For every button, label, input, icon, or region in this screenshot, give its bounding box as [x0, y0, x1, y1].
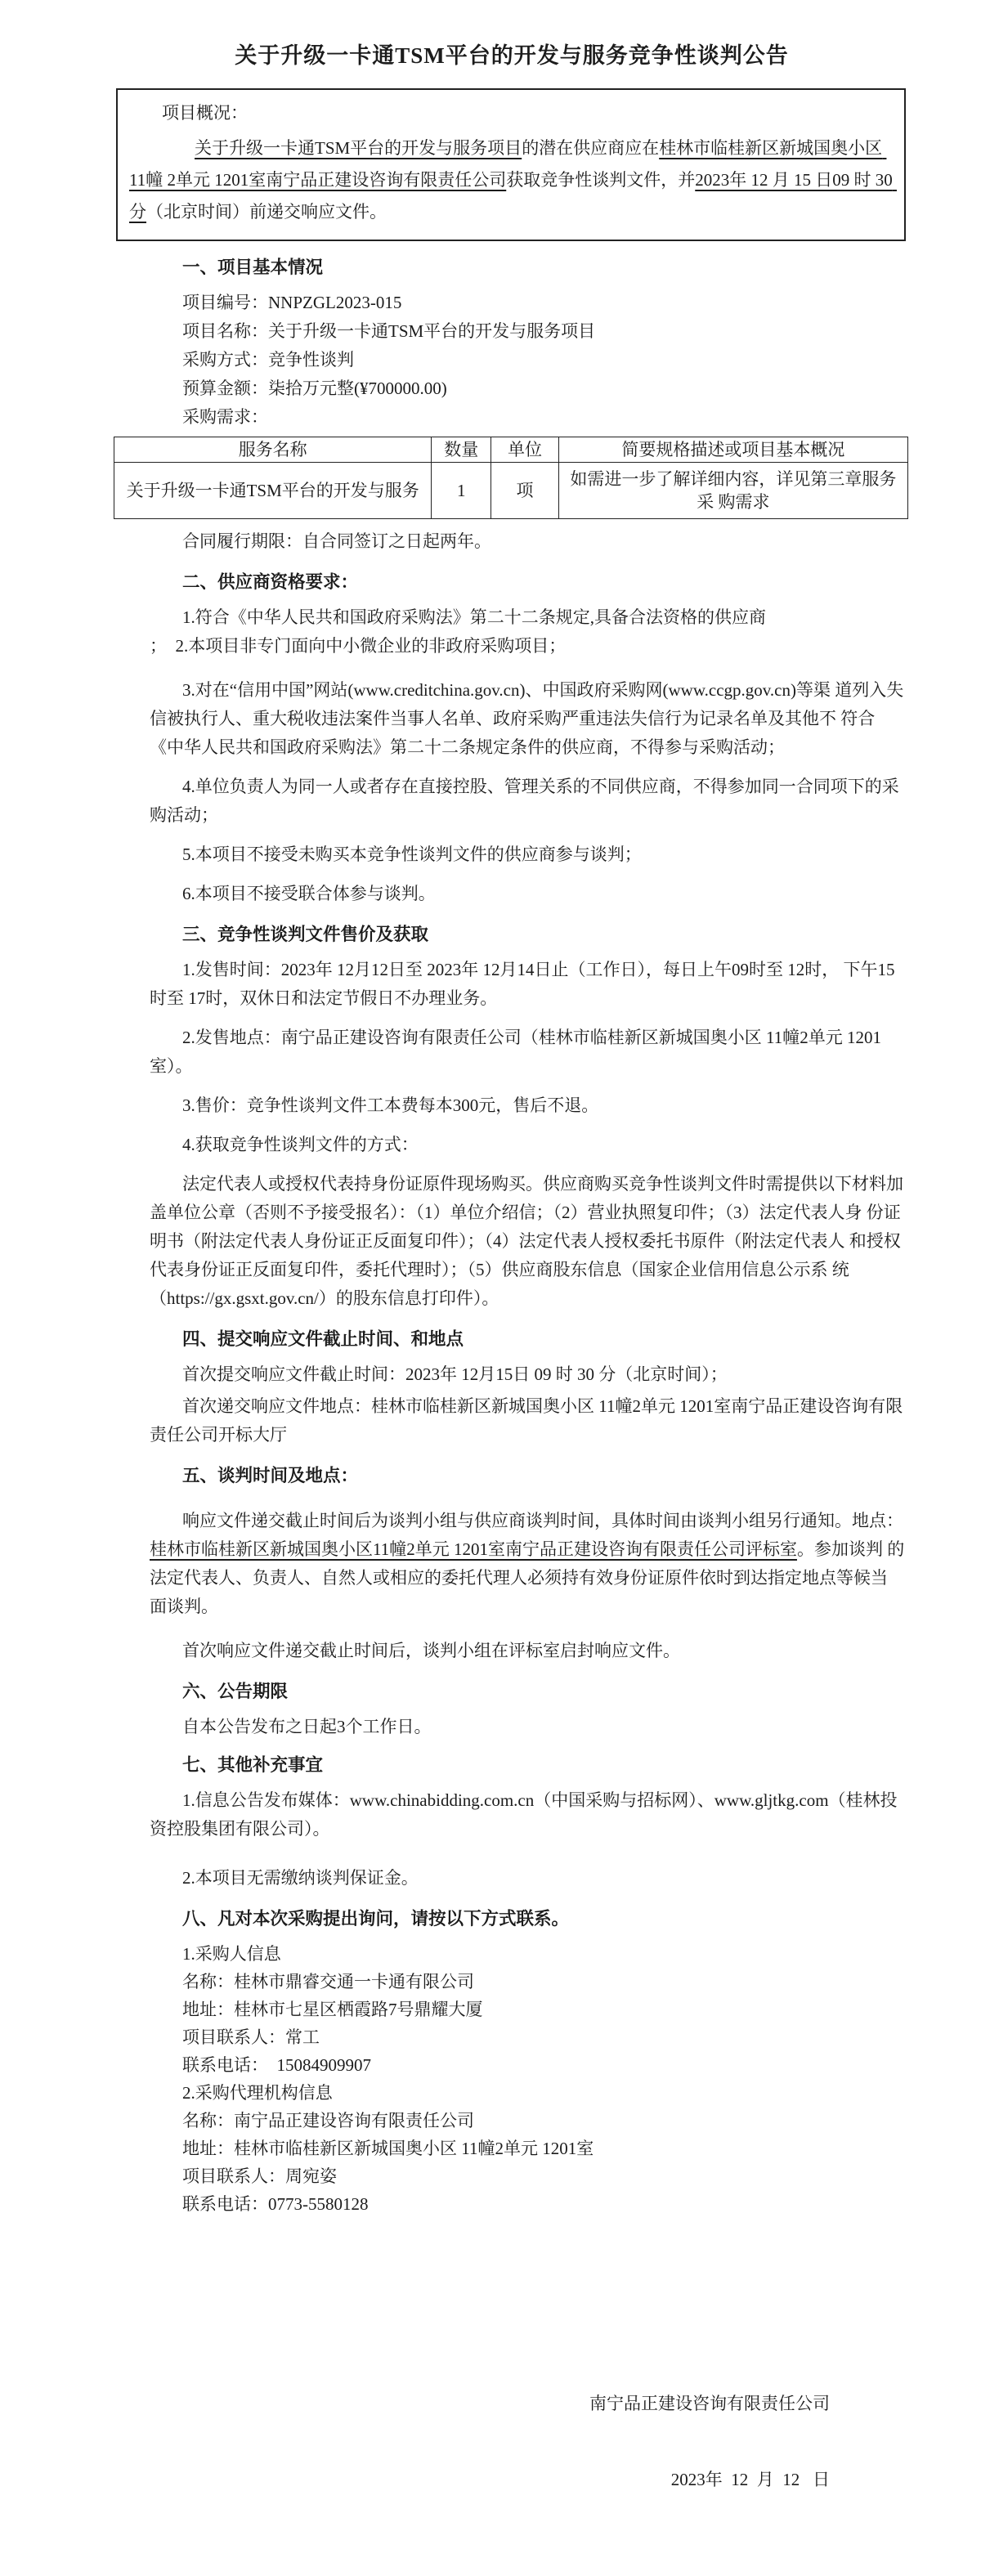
agent-contact: 项目联系人：周宛姿	[182, 2166, 337, 2186]
supplier-req-6: 6.本项目不接受联合体参与谈判。	[182, 884, 436, 903]
agent-address: 地址：桂林市临桂新区新城国奥小区 11幢2单元 1201室	[182, 2139, 594, 2158]
deadline-time: 首次提交响应文件截止时间：2023年 12月15日 09 时 30 分（北京时间）；	[182, 1364, 728, 1384]
obtain-method-detail: 法定代表人或授权代表持身份证原件现场购买。供应商购买竞争性谈判文件时需提供以下材料加 盖单位公章（否则不予接受报名）：（1）单位介绍信；（2）营业执照复印件；（3）法定代表人身 份证明书（附法定代表人身份证正反面复印件）；（4）法定代表人授权委托书原件（附法定代表人 和授权代表身份证正反面复印件，委托代理时）；（5）供应商股东信息（国家企业信用信息公示系 统（https://gx.gsxt.gov.cn/）的股东信息打印件）。	[150, 1174, 908, 1308]
budget-amount: 预算金额：柒拾万元整(¥700000.00)	[182, 379, 447, 398]
cell-spec: 如需进一步了解详细内容，详见第三章服务采 购需求	[558, 463, 907, 519]
buyer-info-label: 1.采购人信息	[182, 1944, 281, 1964]
cell-service-name: 关于升级一卡通TSM平台的开发与服务	[114, 463, 432, 519]
table-row	[114, 463, 908, 519]
section-7-heading: 七、其他补充事宜	[182, 1755, 324, 1775]
col-spec: 简要规格描述或项目基本概况	[558, 437, 907, 463]
signature-block	[114, 2341, 909, 2543]
procurement-table	[114, 437, 908, 519]
buyer-contact: 项目联系人：常工	[182, 2027, 320, 2047]
sale-price: 3.售价：竞争性谈判文件工本费每本300元，售后不退。	[182, 1095, 599, 1115]
supplier-req-5: 5.本项目不接受未购买本竞争性谈判文件的供应商参与谈判；	[182, 844, 642, 864]
signature-company: 南宁品正建设咨询有限责任公司	[589, 2394, 830, 2413]
section-4-heading: 四、提交响应文件截止时间、和地点	[182, 1329, 464, 1349]
buyer-name: 名称：桂林市鼎睿交通一卡通有限公司	[182, 1972, 474, 1991]
project-number: 项目编号：NNPZGL2023-015	[182, 293, 402, 312]
cell-quantity: 1	[432, 463, 491, 519]
sale-place: 2.发售地点：南宁品正建设咨询有限责任公司（桂林市临桂新区新城国奥小区 11幢2单元 1201室）。	[150, 1028, 881, 1076]
obtain-method-label: 4.获取竞争性谈判文件的方式：	[182, 1135, 419, 1154]
contract-term: 合同履行期限：自合同签订之日起两年。	[182, 531, 491, 551]
supplier-req-3: 3.对在“信用中国”网站(www.creditchina.gov.cn)、中国政府采购网(www.ccgp.gov.cn)等渠 道列入失信被执行人、重大税收违法案件当事人名单、政府采购严重违法失信行为记录名单及其他不 符合《中华人民共和国政府采购法》第二十二条规定条件的供应商，不得参与采购活动；	[150, 680, 904, 757]
col-unit: 单位	[491, 437, 559, 463]
supplier-req-1: 1.符合《中华人民共和国政府采购法》第二十二条规定,具备合法资格的供应商	[182, 607, 766, 627]
page-title: 关于升级一卡通TSM平台的开发与服务竞争性谈判公告	[235, 43, 789, 68]
project-name: 项目名称：关于升级一卡通TSM平台的开发与服务项目	[182, 321, 596, 341]
section-6-heading: 六、公告期限	[182, 1682, 289, 1701]
buyer-address: 地址：桂林市七星区栖霞路7号鼎耀大厦	[182, 2000, 483, 2019]
overview-label: 项目概况：	[162, 103, 248, 123]
supplier-req-2: ； 2.本项目非专门面向中小微企业的非政府采购项目；	[150, 636, 567, 656]
section-2-heading: 二、供应商资格要求：	[182, 572, 359, 592]
col-quantity: 数量	[432, 437, 491, 463]
agent-phone: 联系电话：0773-5580128	[182, 2194, 369, 2214]
overview-paragraph: 关于升级一卡通TSM平台的开发与服务项目的潜在供应商应在桂林市临桂新区新城国奥小区 11幢 2单元 1201室南宁品正建设咨询有限责任公司获取竞争性谈判文件，并2023年 12 月 15 日09 时 30 分（北京时间）前递交响应文件。	[129, 138, 897, 222]
demand-label: 采购需求：	[182, 407, 268, 427]
agent-name: 名称：南宁品正建设咨询有限责任公司	[182, 2111, 474, 2130]
cell-unit: 项	[491, 463, 559, 519]
section-5-heading: 五、谈判时间及地点：	[182, 1466, 359, 1485]
unsealing-note: 首次响应文件递交截止时间后，谈判小组在评标室启封响应文件。	[182, 1641, 680, 1660]
procurement-method: 采购方式：竞争性谈判	[182, 350, 354, 370]
section-1-heading: 一、项目基本情况	[182, 258, 324, 277]
announcement-period: 自本公告发布之日起3个工作日。	[182, 1717, 432, 1736]
col-service-name: 服务名称	[114, 437, 432, 463]
table-header-row	[114, 437, 908, 463]
supplier-req-4: 4.单位负责人为同一人或者存在直接控股、管理关系的不同供应商，不得参加同一合同项下的采 购活动；	[150, 777, 903, 825]
media-list: 1.信息公告发布媒体：www.chinabidding.com.cn（中国采购与招标网）、www.gljtkg.com（桂林投资控股集团有限公司）。	[150, 1790, 898, 1839]
section-3-heading: 三、竞争性谈判文件售价及获取	[182, 925, 429, 944]
section-8-heading: 八、凡对本次采购提出询问，请按以下方式联系。	[182, 1909, 570, 1929]
no-deposit-note: 2.本项目无需缴纳谈判保证金。	[182, 1868, 419, 1888]
project-overview-box	[116, 88, 906, 241]
sale-time: 1.发售时间：2023年 12月12日至 2023年 12月14日止（工作日），每日上午09时至 12时， 下午15时至 17时，双休日和法定节假日不办理业务。	[150, 960, 895, 1008]
signature-date: 2023年 12 月 12 日	[670, 2470, 830, 2489]
agent-info-label: 2.采购代理机构信息	[182, 2083, 333, 2103]
submission-place: 首次递交响应文件地点：桂林市临桂新区新城国奥小区 11幢2单元 1201室南宁品正建设咨询有限责任公司开标大厅	[150, 1396, 903, 1445]
buyer-phone: 联系电话： 15084909907	[182, 2055, 371, 2075]
negotiation-detail: 响应文件递交截止时间后为谈判小组与供应商谈判时间，具体时间由谈判小组另行通知。地点： 桂林市临桂新区新城国奥小区11幢2单元 1201室南宁品正建设咨询有限责任公司评标室。参加谈判 的法定代表人、负责人、自然人或相应的委托代理人必须持有效身份证原件依时到达指定地点等候当 面谈判。	[150, 1511, 908, 1616]
